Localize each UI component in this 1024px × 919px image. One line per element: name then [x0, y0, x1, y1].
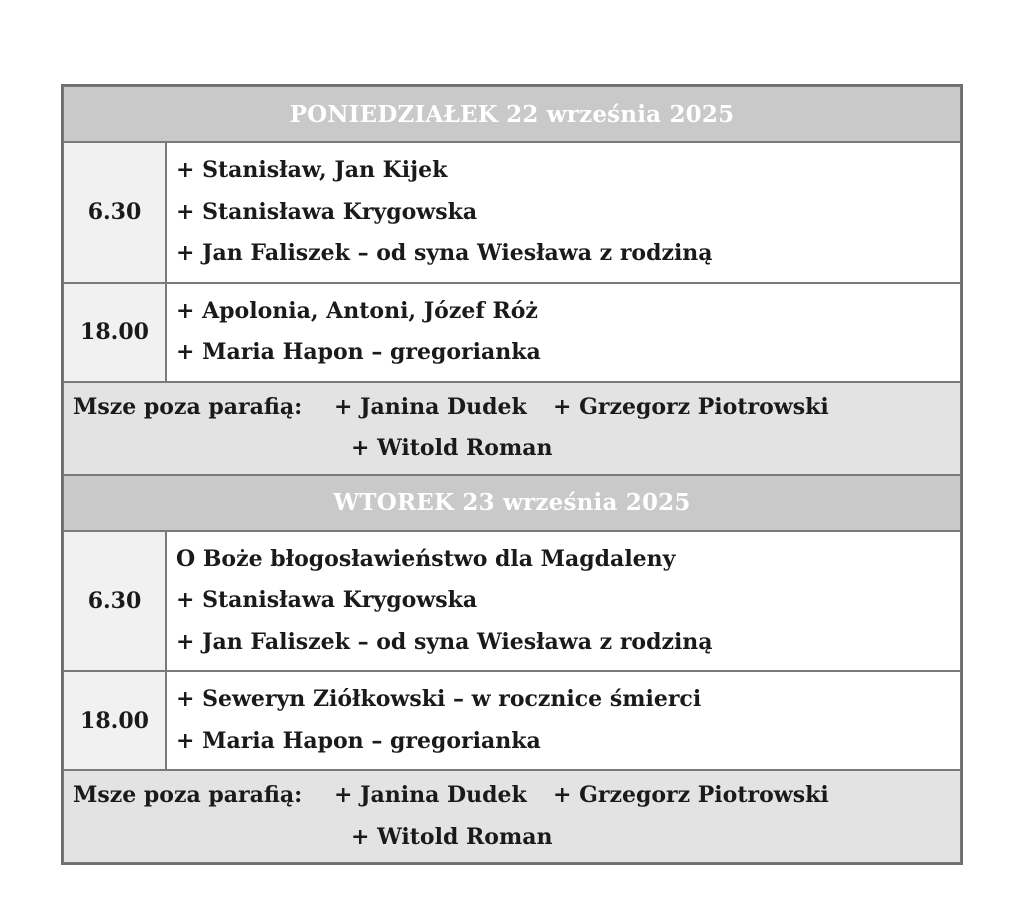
mass-time: 18.00 [63, 671, 166, 770]
intention: + Jan Faliszek – od syna Wiesława z rodziną [176, 240, 713, 266]
outside-masses-row [63, 770, 961, 863]
outside-mass-name: + Witold Roman [351, 435, 553, 461]
outside-mass-name: + Janina Dudek [334, 782, 527, 808]
outside-masses [63, 770, 961, 863]
outside-masses-label: Msze poza parafią: [73, 782, 303, 808]
mass-intentions [166, 531, 961, 672]
mass-time: 6.30 [63, 531, 166, 672]
outside-mass-name: + Grzegorz Piotrowski [553, 782, 829, 808]
day-header-row [63, 86, 961, 142]
mass-row [63, 283, 961, 382]
intention: + Maria Hapon – gregorianka [176, 727, 541, 754]
mass-schedule-table [61, 84, 963, 865]
intention: + Jan Faliszek – od syna Wiesława z rodziną [176, 628, 713, 655]
intention: + Stanisława Krygowska [176, 587, 478, 613]
mass-intentions [166, 671, 961, 770]
mass-row [63, 671, 961, 770]
intention: + Maria Hapon – gregorianka [176, 339, 541, 365]
mass-row [63, 531, 961, 672]
mass-time: 18.00 [63, 283, 166, 382]
mass-row [63, 142, 961, 283]
mass-intentions [166, 142, 961, 283]
mass-intentions [166, 283, 961, 382]
outside-masses-label: Msze poza parafią: [73, 393, 303, 420]
intention: + Stanisława Krygowska [176, 198, 478, 225]
intention: O Boże błogosławieństwo dla Magdaleny [176, 545, 676, 572]
intention: + Apolonia, Antoni, Józef Róż [176, 297, 538, 324]
day-header-row [63, 475, 961, 531]
mass-time: 6.30 [63, 142, 166, 283]
day-header: PONIEDZIAŁEK 22 września 2025 [63, 86, 961, 142]
outside-masses [63, 382, 961, 475]
day-header: WTOREK 23 września 2025 [63, 475, 961, 531]
intention: + Seweryn Ziółkowski – w rocznice śmierci [176, 686, 702, 712]
intention: + Stanisław, Jan Kijek [176, 157, 448, 183]
outside-mass-name: + Janina Dudek [334, 393, 527, 420]
outside-mass-name: + Witold Roman [351, 823, 553, 850]
outside-mass-name: + Grzegorz Piotrowski [553, 393, 829, 420]
outside-masses-row [63, 382, 961, 475]
